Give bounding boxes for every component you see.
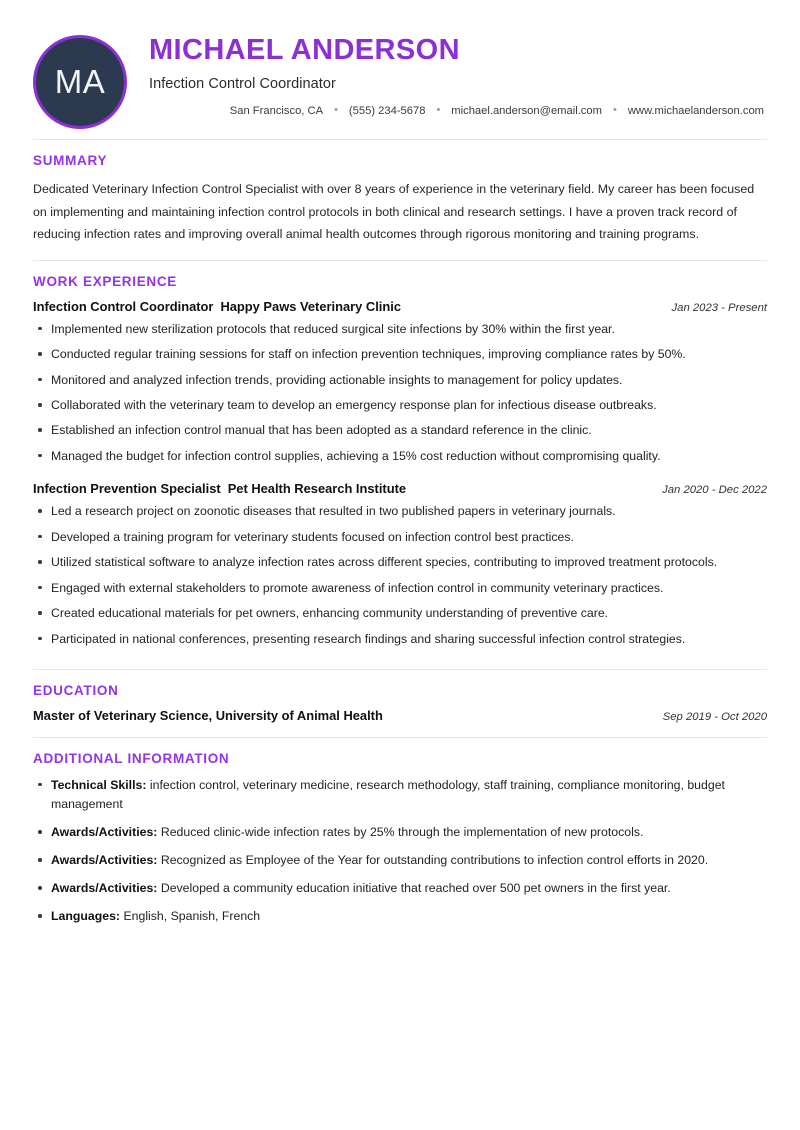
list-item: Engaged with external stakeholders to promote awareness of infection control in community veterinary practices.: [33, 579, 767, 597]
list-item: [33, 851, 767, 870]
info-value: English, Spanish, French: [123, 909, 261, 924]
info-value: Recognized as Employee of the Year for outstanding contributions to infection control efforts in 2020.: [160, 853, 709, 868]
list-item: Developed a training program for veterinary students focused on infection control best practices.: [33, 528, 767, 546]
list-item: [33, 823, 767, 842]
list-item: Created educational materials for pet owners, enhancing community understanding of preventive care.: [33, 604, 767, 622]
section-title-work-experience: WORK EXPERIENCE: [33, 273, 178, 289]
section-work-experience: [33, 261, 767, 669]
job-entry: [33, 299, 767, 466]
list-item: Implemented new sterilization protocols that reduced surgical site infections by 30% within the first year.: [33, 320, 767, 338]
info-label: Awards/Activities:: [51, 825, 158, 840]
info-value: Reduced clinic-wide infection rates by 25% through the implementation of new protocols.: [160, 825, 644, 840]
resume-header: [33, 0, 767, 139]
job-header: [33, 299, 767, 314]
list-item: Managed the budget for infection control supplies, achieving a 15% cost reduction without compromising quality.: [33, 447, 767, 465]
info-label: Technical Skills:: [51, 777, 147, 792]
section-title-education: EDUCATION: [33, 682, 119, 698]
job-bullet-list: [33, 502, 767, 648]
header-text-block: [127, 31, 767, 117]
list-item: Led a research project on zoonotic diseases that resulted in two published papers in veterinary journals.: [33, 502, 767, 520]
contact-separator-icon: •: [436, 104, 441, 117]
section-education: [33, 670, 767, 737]
avatar: [33, 35, 127, 129]
list-item: Collaborated with the veterinary team to develop an emergency response plan for infectious disease outbreaks.: [33, 396, 767, 414]
section-title-additional-information: ADDITIONAL INFORMATION: [33, 750, 230, 766]
education-entry: [33, 708, 767, 723]
contact-email[interactable]: michael.anderson@email.com: [451, 104, 602, 117]
info-value: Developed a community education initiative that reached over 500 pet owners in the first year.: [160, 881, 671, 896]
additional-info-list: [33, 776, 767, 926]
header-job-title: Infection Control Coordinator: [149, 75, 336, 92]
job-company: Happy Paws Veterinary Clinic: [220, 298, 401, 314]
page-title: MICHAEL ANDERSON: [149, 34, 460, 66]
list-item: [33, 907, 767, 926]
job-bullet-list: [33, 320, 767, 466]
job-title: Infection Prevention Specialist: [33, 481, 221, 497]
contact-info: [149, 105, 767, 117]
job-title-line: [33, 481, 406, 496]
job-title-line: [33, 299, 401, 314]
job-title: Infection Control Coordinator: [33, 298, 214, 314]
education-dates: Sep 2019 - Oct 2020: [662, 710, 767, 723]
info-label: Awards/Activities:: [51, 853, 158, 868]
list-item: Utilized statistical software to analyze infection rates across different species, contributing to improved treatment protocols.: [33, 553, 767, 571]
info-label: Languages:: [51, 909, 121, 924]
contact-website[interactable]: www.michaelanderson.com: [627, 104, 764, 117]
contact-phone: (555) 234-5678: [348, 104, 426, 117]
list-item: Participated in national conferences, presenting research findings and sharing successful infection control strategies.: [33, 630, 767, 648]
list-item: Conducted regular training sessions for staff on infection prevention techniques, improving compliance rates by 50%.: [33, 345, 767, 363]
job-entry: [33, 481, 767, 648]
list-item: [33, 879, 767, 898]
contact-location: San Francisco, CA: [229, 104, 324, 117]
section-summary: [33, 140, 767, 260]
job-dates: Jan 2023 - Present: [671, 301, 767, 314]
job-dates: Jan 2020 - Dec 2022: [662, 484, 767, 497]
summary-text: Dedicated Veterinary Infection Control Specialist with over 8 years of experience in the veterinary field. My career has been focused on implementing and maintaining infection control protocols in both clinical and research settings. I have a proven track record of reducing infection rates and improving overall animal health outcomes through rigorous monitoring and training programs.: [33, 182, 755, 242]
info-value: infection control, veterinary medicine, research methodology, staff training, compliance monitoring, budget management: [51, 777, 725, 812]
education-degree: Master of Veterinary Science, University of Animal Health: [33, 707, 383, 723]
avatar-initials: MA: [54, 63, 106, 100]
section-additional-information: [33, 738, 767, 949]
list-item: Monitored and analyzed infection trends, providing actionable insights to management for policy updates.: [33, 371, 767, 389]
list-item: Established an infection control manual that has been adopted as a standard reference in the clinic.: [33, 421, 767, 439]
section-title-summary: SUMMARY: [33, 153, 108, 168]
contact-separator-icon: •: [612, 104, 617, 117]
job-company: Pet Health Research Institute: [227, 481, 407, 497]
info-label: Awards/Activities:: [51, 881, 158, 896]
job-header: [33, 481, 767, 496]
list-item: [33, 776, 767, 814]
contact-separator-icon: •: [334, 104, 338, 117]
